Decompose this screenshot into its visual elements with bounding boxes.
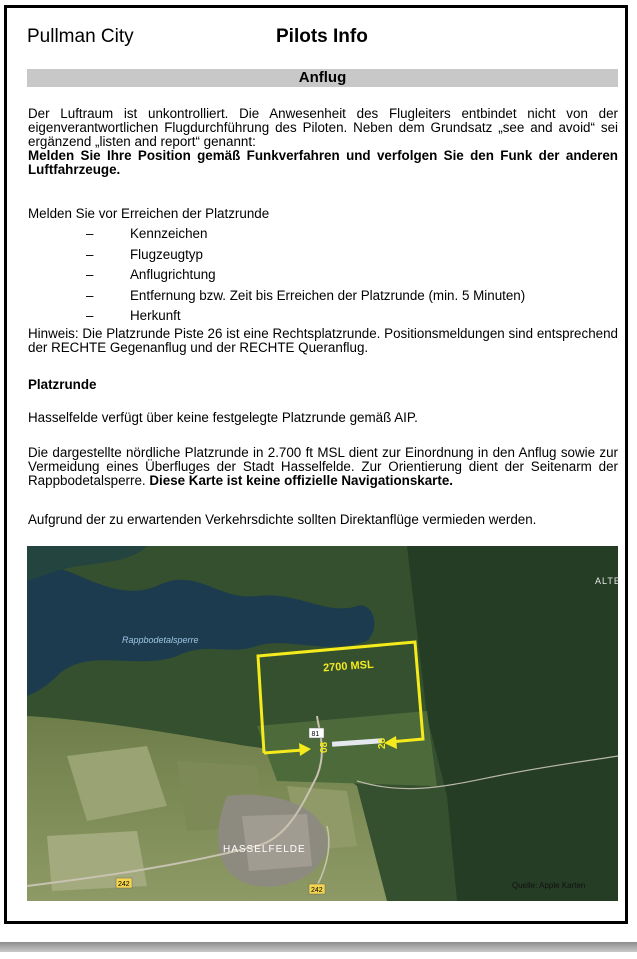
pattern-label: 2700 MSL <box>322 658 375 675</box>
town-area <box>242 814 312 871</box>
road-sign-label: 242 <box>311 887 323 894</box>
disclaimer-text: Diese Karte ist keine offizielle Navigationskarte. <box>149 473 453 488</box>
platzrunde-p2 <box>28 446 618 488</box>
report-list <box>86 224 606 327</box>
aerial-map <box>27 546 621 901</box>
platzrunde-heading: Platzrunde <box>28 377 97 392</box>
road-sign-label: 242 <box>118 881 130 888</box>
road-sign-label: 81 <box>311 731 320 738</box>
page-title: Pilots Info <box>276 26 368 47</box>
corner-label: ALTE <box>595 576 621 586</box>
list-item: – Entfernung bzw. Zeit bis Erreichen der Platzrunde (min. 5 Minuten) <box>86 287 526 303</box>
section-title: Anflug <box>27 69 618 87</box>
intro-bold-text: Melden Sie Ihre Position gemäß Funkverfahren und verfolgen Sie den Funk der anderen Luftfahrzeuge. <box>28 148 618 177</box>
runway-26-label: 26 <box>377 737 388 749</box>
list-item: – Herkunft <box>86 308 181 323</box>
list-item: – Kennzeichen <box>86 226 208 241</box>
hint-paragraph: Hinweis: Die Platzrunde Piste 26 ist eine Rechtsplatzrunde. Positionsmeldungen sind entsprechend der RECHTE Gegenanflug und der RECHTE Queranflug. <box>28 326 618 355</box>
list-item: – Anflugrichtung <box>86 267 216 282</box>
intro-paragraph <box>28 107 618 177</box>
page-shadow <box>0 942 637 952</box>
platzrunde-p1: Hasselfelde verfügt über keine festgelegte Platzrunde gemäß AIP. <box>28 410 418 425</box>
platzrunde-p2-text: Die dargestellte nördliche Platzrunde in 2.700 ft MSL dient zur Einordnung in den Anflug sowie zur Vermeidung eines Überfluges der Stadt Hasselfelde. Zur Orientierung dient der Seitenarm der Rappbodetalsperre. <box>28 445 618 488</box>
list-item: – Flugzeugtyp <box>86 246 203 262</box>
lake-label: Rappbodetalsperre <box>122 635 199 645</box>
report-lead: Melden Sie vor Erreichen der Platzrunde <box>28 206 270 221</box>
map-source: Quelle: Apple Karten <box>512 881 586 890</box>
intro-text: Der Luftraum ist unkontrolliert. Die Anwesenheit des Flugleiters entbindet nicht von der eigenverantwortlichen Flugdurchführung des Piloten. Neben dem Grundsatz „see and avoid“ sei ergänzend „listen and report“ genannt: <box>28 106 618 149</box>
platzrunde-p3: Aufgrund der zu erwartenden Verkehrsdichte sollten Direktanflüge vermieden werden. <box>28 512 537 527</box>
town-label: HASSELFELDE <box>223 844 306 855</box>
runway-08-label: 08 <box>319 741 330 753</box>
header-location: Pullman City <box>27 26 134 47</box>
